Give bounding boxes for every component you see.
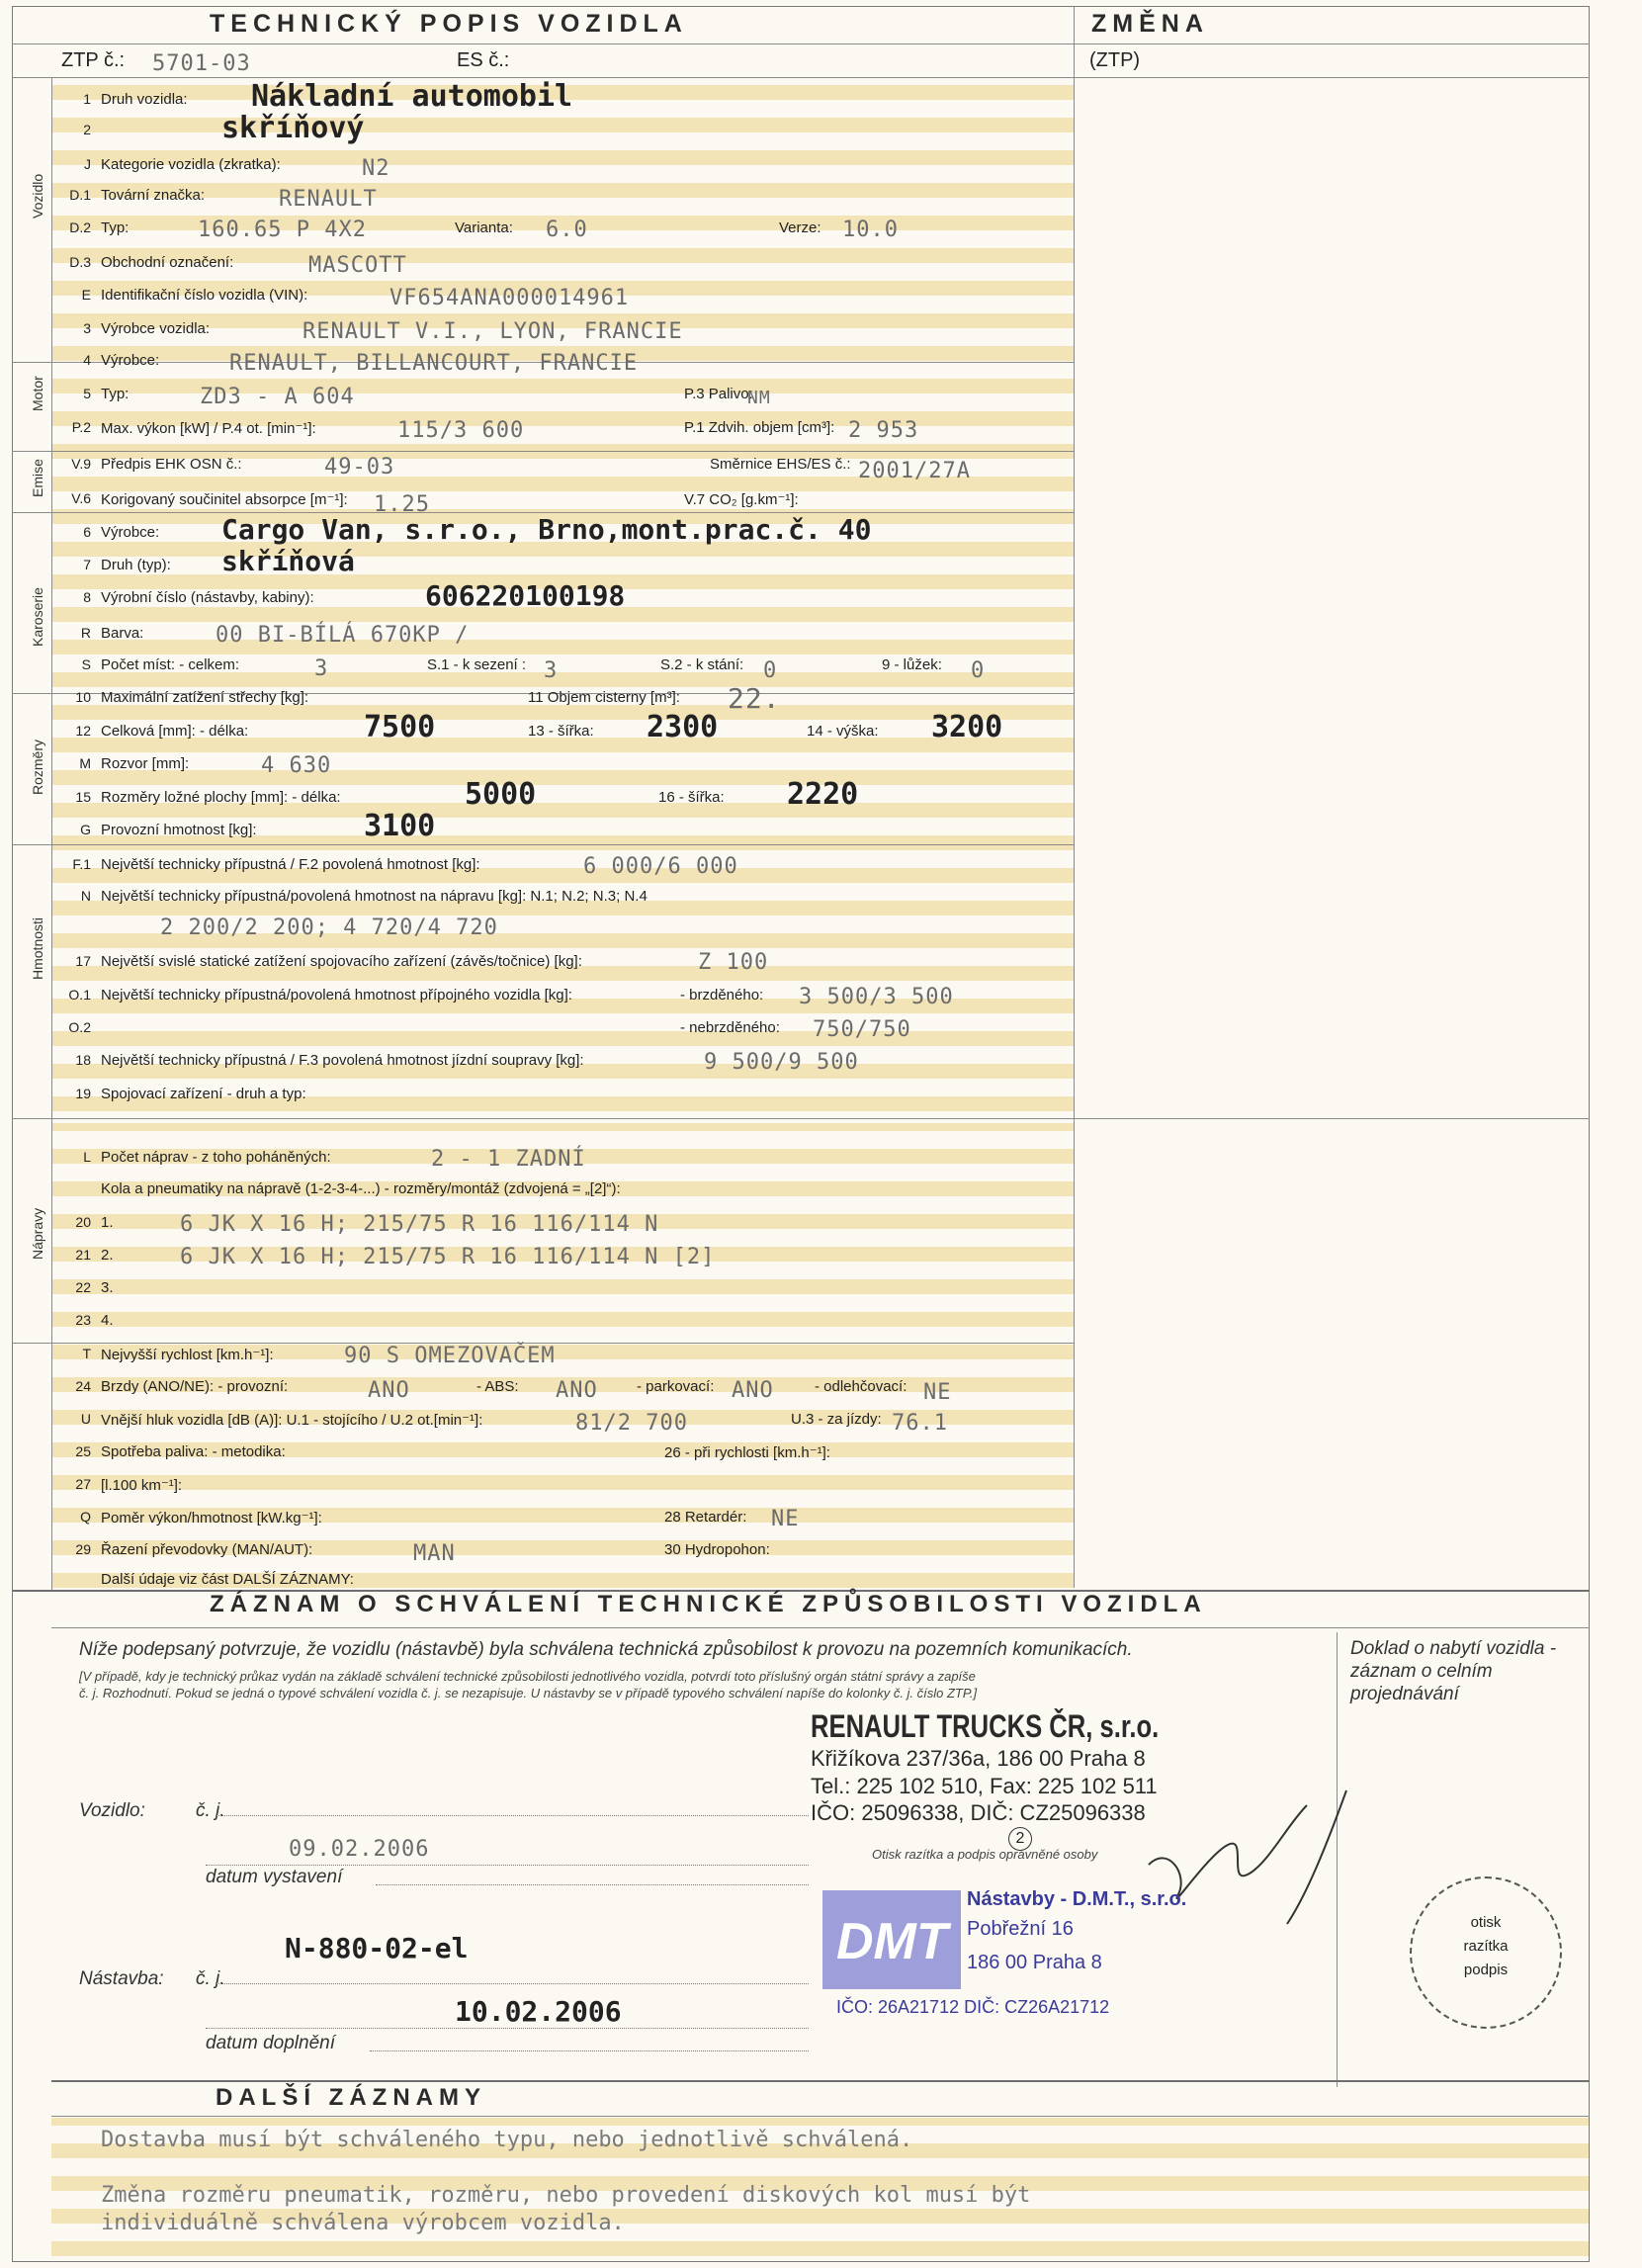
- section-napravy: Nápravy: [30, 1207, 45, 1260]
- issue-date-line-2: [376, 1884, 809, 1885]
- technical-description-page: [12, 6, 1590, 2262]
- version-value: 10.0: [842, 218, 899, 242]
- stamp-caption: Otisk razítka a podpis oprávněné osoby: [872, 1847, 1098, 1862]
- axle-weight-value: 2 200/2 200; 4 720/4 720: [160, 916, 498, 940]
- absorption-value: 1.25: [374, 492, 430, 517]
- section-vozidlo: Vozidlo: [30, 173, 45, 218]
- unbraked-label: - nebrzděného:: [680, 1019, 780, 1036]
- row-num: N: [80, 888, 91, 904]
- circle-text-1: otisk: [1470, 1914, 1502, 1931]
- row-label: Další údaje viz část DALŠÍ ZÁZNAMY:: [101, 1571, 354, 1588]
- row-label: Provozní hmotnost [kg]:: [101, 822, 257, 838]
- zmena-title: ZMĚNA: [1091, 10, 1209, 38]
- section-hmotnosti: Hmotnosti: [30, 916, 45, 980]
- divider: [51, 2080, 1590, 2082]
- row-num: E: [81, 287, 91, 303]
- row-label: Předpis EHK OSN č.:: [101, 456, 242, 473]
- make-value: RENAULT: [279, 187, 378, 212]
- row-num: D.3: [69, 254, 91, 270]
- speed-consumption-label: 26 - při rychlosti [km.h⁻¹]:: [664, 1444, 830, 1461]
- row-num: P.2: [71, 419, 91, 435]
- cj-label: č. j.: [196, 1800, 225, 1821]
- row-label: Nejvyšší rychlost [km.h⁻¹]:: [101, 1347, 274, 1363]
- manufacturer-value: RENAULT V.I., LYON, FRANCIE: [302, 319, 683, 344]
- noise-value: 81/2 700: [575, 1411, 688, 1436]
- row-label: Spotřeba paliva: - metodika:: [101, 1443, 286, 1460]
- row-num: 18: [75, 1052, 91, 1068]
- height-value: 3200: [931, 710, 1003, 744]
- completion-date-line-2: [370, 2050, 809, 2051]
- power-value: 115/3 600: [397, 418, 525, 443]
- ztp-paren: (ZTP): [1089, 49, 1141, 71]
- row-num: 8: [83, 589, 91, 605]
- row-label: Největší technicky přípustná/povolená hmotnost přípojného vozidla [kg]:: [101, 987, 572, 1003]
- row-label: 2.: [101, 1247, 114, 1264]
- dmt-street: Pobřežní 16: [967, 1918, 1074, 1940]
- tires-axle-1-value: 6 JK X 16 H; 215/75 R 16 116/114 N: [180, 1212, 659, 1237]
- drive-noise-label: U.3 - za jízdy:: [791, 1411, 882, 1428]
- dmt-name: Nástavby - D.M.T., s.r.o.: [967, 1888, 1187, 1910]
- page-title: TECHNICKÝ POPIS VOZIDLA: [210, 10, 688, 38]
- circle-text-2: razítka: [1463, 1938, 1509, 1955]
- row-label: 4.: [101, 1312, 114, 1329]
- row-num: V.6: [71, 490, 91, 506]
- row-label: Řazení převodovky (MAN/AUT):: [101, 1541, 313, 1558]
- es-label: ES č.:: [457, 49, 510, 71]
- approval-note-1: [V případě, kdy je technický průkaz vydán na základě schválení technické způsobilosti jednotlivého vozidla, potvrdí toto příslušný orgán státní správy a zapíše: [79, 1669, 976, 1684]
- max-weight-value: 6 000/6 000: [583, 854, 738, 879]
- seats-total-value: 3: [314, 656, 329, 681]
- completion-date-line: [206, 2028, 809, 2029]
- row-label: Spojovací zařízení - druh a typ:: [101, 1086, 306, 1102]
- max-speed-value: 90 S OMEZOVAČEM: [344, 1344, 556, 1368]
- row-label: Kola a pneumatiky na nápravě (1-2-3-4-...) - rozměry/montáž (zdvojená = „[2]“):: [101, 1180, 621, 1197]
- row-label: Identifikační číslo vozidla (VIN):: [101, 287, 308, 304]
- tank-value: 22.: [728, 682, 781, 715]
- load-width-value: 2220: [787, 777, 859, 812]
- length-value: 7500: [364, 710, 436, 744]
- vehicle-kind-value-2: skříňový: [221, 111, 365, 145]
- beds-value: 0: [971, 658, 986, 683]
- beds-label: 9 - lůžek:: [882, 656, 942, 673]
- service-brake-value: ANO: [368, 1378, 410, 1403]
- retarder-label: 28 Retardér:: [664, 1509, 747, 1526]
- row-num: O.2: [68, 1019, 91, 1035]
- parking-brake-label: - parkovací:: [637, 1378, 715, 1395]
- row-label: Počet náprav - z toho poháněných:: [101, 1149, 331, 1166]
- unbraked-trailer-value: 750/750: [813, 1017, 911, 1042]
- row-num: 24: [75, 1378, 91, 1394]
- signature: [1139, 1786, 1356, 1944]
- ehk-value: 49-03: [324, 455, 395, 480]
- coupling-load-value: Z 100: [698, 950, 769, 975]
- row-label: Výrobce vozidla:: [101, 320, 211, 337]
- braked-label: - brzděného:: [680, 987, 764, 1003]
- dmt-logo-text: DMT: [836, 1913, 948, 1970]
- row-num: 2: [83, 122, 91, 137]
- row-num: J: [84, 156, 91, 172]
- customs-record-label: Doklad o nabytí vozidla - záznam o celním projednávání: [1350, 1638, 1557, 1704]
- body-type-value: skříňová: [221, 545, 355, 577]
- gearbox-value: MAN: [413, 1541, 456, 1566]
- issue-date-value: 09.02.2006: [289, 1837, 430, 1862]
- row-num: Q: [80, 1509, 91, 1525]
- completion-date-value: 10.02.2006: [455, 1995, 622, 2028]
- row-num: 4: [83, 352, 91, 368]
- circle-text-3: podpis: [1463, 1962, 1509, 1978]
- approval-title: ZÁZNAM O SCHVÁLENÍ TECHNICKÉ ZPŮSOBILOSTI VOZIDLA: [210, 1591, 1207, 1617]
- dmt-city: 186 00 Praha 8: [967, 1952, 1102, 1973]
- body-serial-value: 606220100198: [425, 579, 626, 612]
- row-num: T: [82, 1346, 91, 1361]
- row-label: Největší technicky přípustná/povolená hmotnost na nápravu [kg]: N.1; N.2; N.3; N.4: [101, 888, 648, 905]
- row-num: 27: [75, 1476, 91, 1492]
- row-label: Brzdy (ANO/NE): - provozní:: [101, 1378, 289, 1395]
- divider: [12, 844, 1074, 845]
- braked-trailer-value: 3 500/3 500: [799, 985, 954, 1009]
- divider: [51, 1627, 1590, 1628]
- ztp-value: 5701-03: [152, 51, 251, 76]
- displacement-label: P.1 Zdvih. objem [cm³]:: [684, 419, 835, 436]
- ztp-label: ZTP č.:: [61, 49, 126, 71]
- row-num: 20: [75, 1214, 91, 1230]
- row-num: F.1: [72, 856, 91, 872]
- load-width-label: 16 - šířka:: [658, 789, 725, 806]
- row-num: 7: [83, 557, 91, 572]
- row-label: Typ:: [101, 386, 130, 402]
- type-value: 160.65 P 4X2: [198, 218, 367, 242]
- record-note-2: Změna rozměru pneumatik, rozměru, nebo provedení diskových kol musí být: [101, 2183, 1031, 2208]
- divider: [51, 77, 52, 1590]
- cj2-label: č. j.: [196, 1968, 225, 1989]
- row-num: 5: [83, 386, 91, 401]
- row-label: Celková [mm]: - délka:: [101, 723, 249, 740]
- abs-label: - ABS:: [476, 1378, 519, 1395]
- height-label: 14 - výška:: [807, 723, 879, 740]
- seats-sitting-value: 3: [544, 658, 559, 683]
- row-num: G: [80, 822, 91, 837]
- row-label: Barva:: [101, 625, 144, 642]
- row-num: 3: [83, 320, 91, 336]
- row-num: 21: [75, 1247, 91, 1263]
- axles-value: 2 - 1 ZADNÍ: [431, 1147, 586, 1172]
- row-num: O.1: [68, 987, 91, 1003]
- seats-standing-label: S.2 - k stání:: [660, 656, 744, 673]
- seats-sitting-label: S.1 - k sezení :: [427, 656, 527, 673]
- row-label: Největší technicky přípustná / F.3 povolená hmotnost jízdní soupravy [kg]:: [101, 1052, 584, 1069]
- records-title: DALŠÍ ZÁZNAMY: [216, 2084, 486, 2111]
- renault-stamp-phone: Tel.: 225 102 510, Fax: 225 102 511: [811, 1774, 1158, 1798]
- row-num: U: [80, 1411, 91, 1427]
- row-label: Počet míst: - celkem:: [101, 656, 240, 673]
- row-num: 12: [75, 723, 91, 739]
- approval-statement: Níže podepsaný potvrzuje, že vozidlu (nástavbě) byla schválena technická způsobilost k provozu na pozemních komunikacích.: [79, 1639, 1133, 1660]
- nastavba-label: Nástavba:: [79, 1968, 164, 1989]
- curb-weight-value: 3100: [364, 809, 436, 843]
- cj2-line: [216, 1983, 809, 1984]
- category-value: N2: [362, 156, 390, 181]
- row-label: Výrobce:: [101, 352, 160, 369]
- row-label: Výrobce:: [101, 524, 160, 541]
- row-num: 19: [75, 1086, 91, 1101]
- row-label: Druh vozidla:: [101, 91, 188, 108]
- vehicle-kind-value: Nákladní automobil: [251, 79, 573, 114]
- co2-label: V.7 CO₂ [g.km⁻¹]:: [684, 491, 799, 508]
- variant-value: 6.0: [546, 218, 588, 242]
- section-emise: Emise: [30, 459, 45, 497]
- row-label: [l.100 km⁻¹]:: [101, 1477, 183, 1494]
- row-num: D.2: [69, 219, 91, 235]
- engine-type-value: ZD3 - A 604: [200, 385, 355, 409]
- row-label: 1.: [101, 1214, 114, 1231]
- section-rozmery: Rozměry: [30, 739, 45, 795]
- renault-stamp-address: Křižíkova 237/36a, 186 00 Praha 8: [811, 1746, 1146, 1771]
- issue-date-label: datum vystavení: [206, 1867, 343, 1887]
- trade-name-value: MASCOTT: [308, 253, 407, 278]
- dmt-logo: [822, 1890, 961, 1989]
- divider: [12, 451, 1074, 452]
- row-num: 17: [75, 953, 91, 969]
- row-num: 15: [75, 789, 91, 805]
- parking-brake-value: ANO: [732, 1378, 774, 1403]
- vin-value: VF654ANA000014961: [389, 286, 630, 310]
- fuel-value: NM: [747, 388, 771, 408]
- row-label: Rozvor [mm]:: [101, 755, 190, 772]
- record-note-3: individuálně schválena výrobcem vozidla.: [101, 2211, 625, 2235]
- row-num: V.9: [71, 456, 91, 472]
- row-label: Obchodní označení:: [101, 254, 234, 271]
- tank-label: 11 Objem cisterny [m³]:: [528, 689, 680, 706]
- row-num: 1: [83, 91, 91, 107]
- row-label: 3.: [101, 1279, 114, 1296]
- row-num: D.1: [69, 187, 91, 203]
- row-num: L: [83, 1149, 91, 1165]
- ehs-value: 2001/27A: [858, 459, 971, 483]
- divider: [51, 2116, 1590, 2117]
- load-length-value: 5000: [465, 777, 537, 812]
- stamp-number-mark: 2: [1008, 1827, 1032, 1851]
- stamp-circle: [1410, 1876, 1562, 2029]
- wheelbase-value: 4 630: [261, 753, 332, 778]
- row-label: Vnější hluk vozidla [dB (A)]: U.1 - stojícího / U.2 ot.[min⁻¹]:: [101, 1412, 483, 1429]
- combination-weight-value: 9 500/9 500: [704, 1050, 859, 1075]
- renault-stamp-name: RENAULT TRUCKS ČR, s.r.o.: [811, 1708, 1160, 1744]
- cj-line: [216, 1815, 809, 1816]
- row-label: Kategorie vozidla (zkratka):: [101, 156, 281, 173]
- fuel-label: P.3 Palivo:: [684, 386, 753, 402]
- row-label: Korigovaný součinitel absorpce [m⁻¹]:: [101, 491, 348, 508]
- row-num: S: [81, 656, 91, 672]
- relief-brake-value: NE: [923, 1380, 952, 1405]
- color-value: 00 BI-BÍLÁ 670KP /: [216, 623, 470, 648]
- section-motor: Motor: [30, 376, 45, 411]
- nastavba-cj-value: N-880-02-el: [285, 1932, 469, 1964]
- row-num: R: [80, 625, 91, 641]
- row-num: 29: [75, 1541, 91, 1557]
- width-value: 2300: [647, 710, 719, 744]
- displacement-value: 2 953: [848, 418, 919, 443]
- retarder-value: NE: [771, 1507, 800, 1531]
- relief-brake-label: - odlehčovací:: [815, 1378, 907, 1395]
- row-num: 23: [75, 1312, 91, 1328]
- dmt-ids: IČO: 26A21712 DIČ: CZ26A21712: [836, 1997, 1110, 2017]
- tires-axle-2-value: 6 JK X 16 H; 215/75 R 16 116/114 N [2]: [180, 1245, 716, 1269]
- row-label: Max. výkon [kW] / P.4 ot. [min⁻¹]:: [101, 420, 316, 437]
- row-label: Největší technicky přípustná / F.2 povolená hmotnost [kg]:: [101, 856, 480, 873]
- row-label: Největší svislé statické zatížení spojovacího zařízení (závěs/točnice) [kg]:: [101, 953, 582, 970]
- row-num: M: [79, 755, 91, 771]
- version-label: Verze:: [779, 219, 821, 236]
- body-maker-value: Cargo Van, s.r.o., Brno,mont.prac.č. 40: [221, 513, 872, 546]
- row-label: Výrobní číslo (nástavby, kabiny):: [101, 589, 314, 606]
- page-fold: [12, 1118, 1590, 1119]
- renault-stamp-ids: IČO: 25096338, DIČ: CZ25096338: [811, 1800, 1146, 1825]
- row-label: Druh (typ):: [101, 557, 171, 573]
- row-label: Maximální zatížení střechy [kg]:: [101, 689, 309, 706]
- row-label: Poměr výkon/hmotnost [kW.kg⁻¹]:: [101, 1510, 322, 1527]
- row-num: 25: [75, 1443, 91, 1459]
- divider: [1074, 6, 1075, 1588]
- row-label: Tovární značka:: [101, 187, 206, 204]
- drive-noise-value: 76.1: [892, 1411, 948, 1436]
- section-karoserie: Karoserie: [30, 587, 45, 647]
- approval-note-2: č. j. Rozhodnutí. Pokud se jedná o typové schválení vozidla č. j. se nezapisuje. U nástavby se v případě typového schválení napíše do kolonky č. j. číslo ZTP.]: [79, 1686, 978, 1701]
- row-num: 10: [75, 689, 91, 705]
- abs-value: ANO: [556, 1378, 598, 1403]
- record-note-1: Dostavba musí být schváleného typu, nebo jednotlivě schválená.: [101, 2128, 913, 2152]
- hydro-label: 30 Hydropohon:: [664, 1541, 770, 1558]
- vozidlo-label: Vozidlo:: [79, 1800, 145, 1821]
- row-label: Typ:: [101, 219, 130, 236]
- variant-label: Varianta:: [455, 219, 513, 236]
- row-num: 6: [83, 524, 91, 540]
- issue-date-line: [206, 1865, 809, 1866]
- ehs-label: Směrnice EHS/ES č.:: [710, 456, 851, 473]
- seats-standing-value: 0: [763, 658, 778, 683]
- completion-date-label: datum doplnění: [206, 2033, 335, 2053]
- row-num: 22: [75, 1279, 91, 1295]
- row-label: Rozměry ložné plochy [mm]: - délka:: [101, 789, 341, 806]
- engine-maker-value: RENAULT, BILLANCOURT, FRANCIE: [229, 351, 639, 376]
- width-label: 13 - šířka:: [528, 723, 594, 740]
